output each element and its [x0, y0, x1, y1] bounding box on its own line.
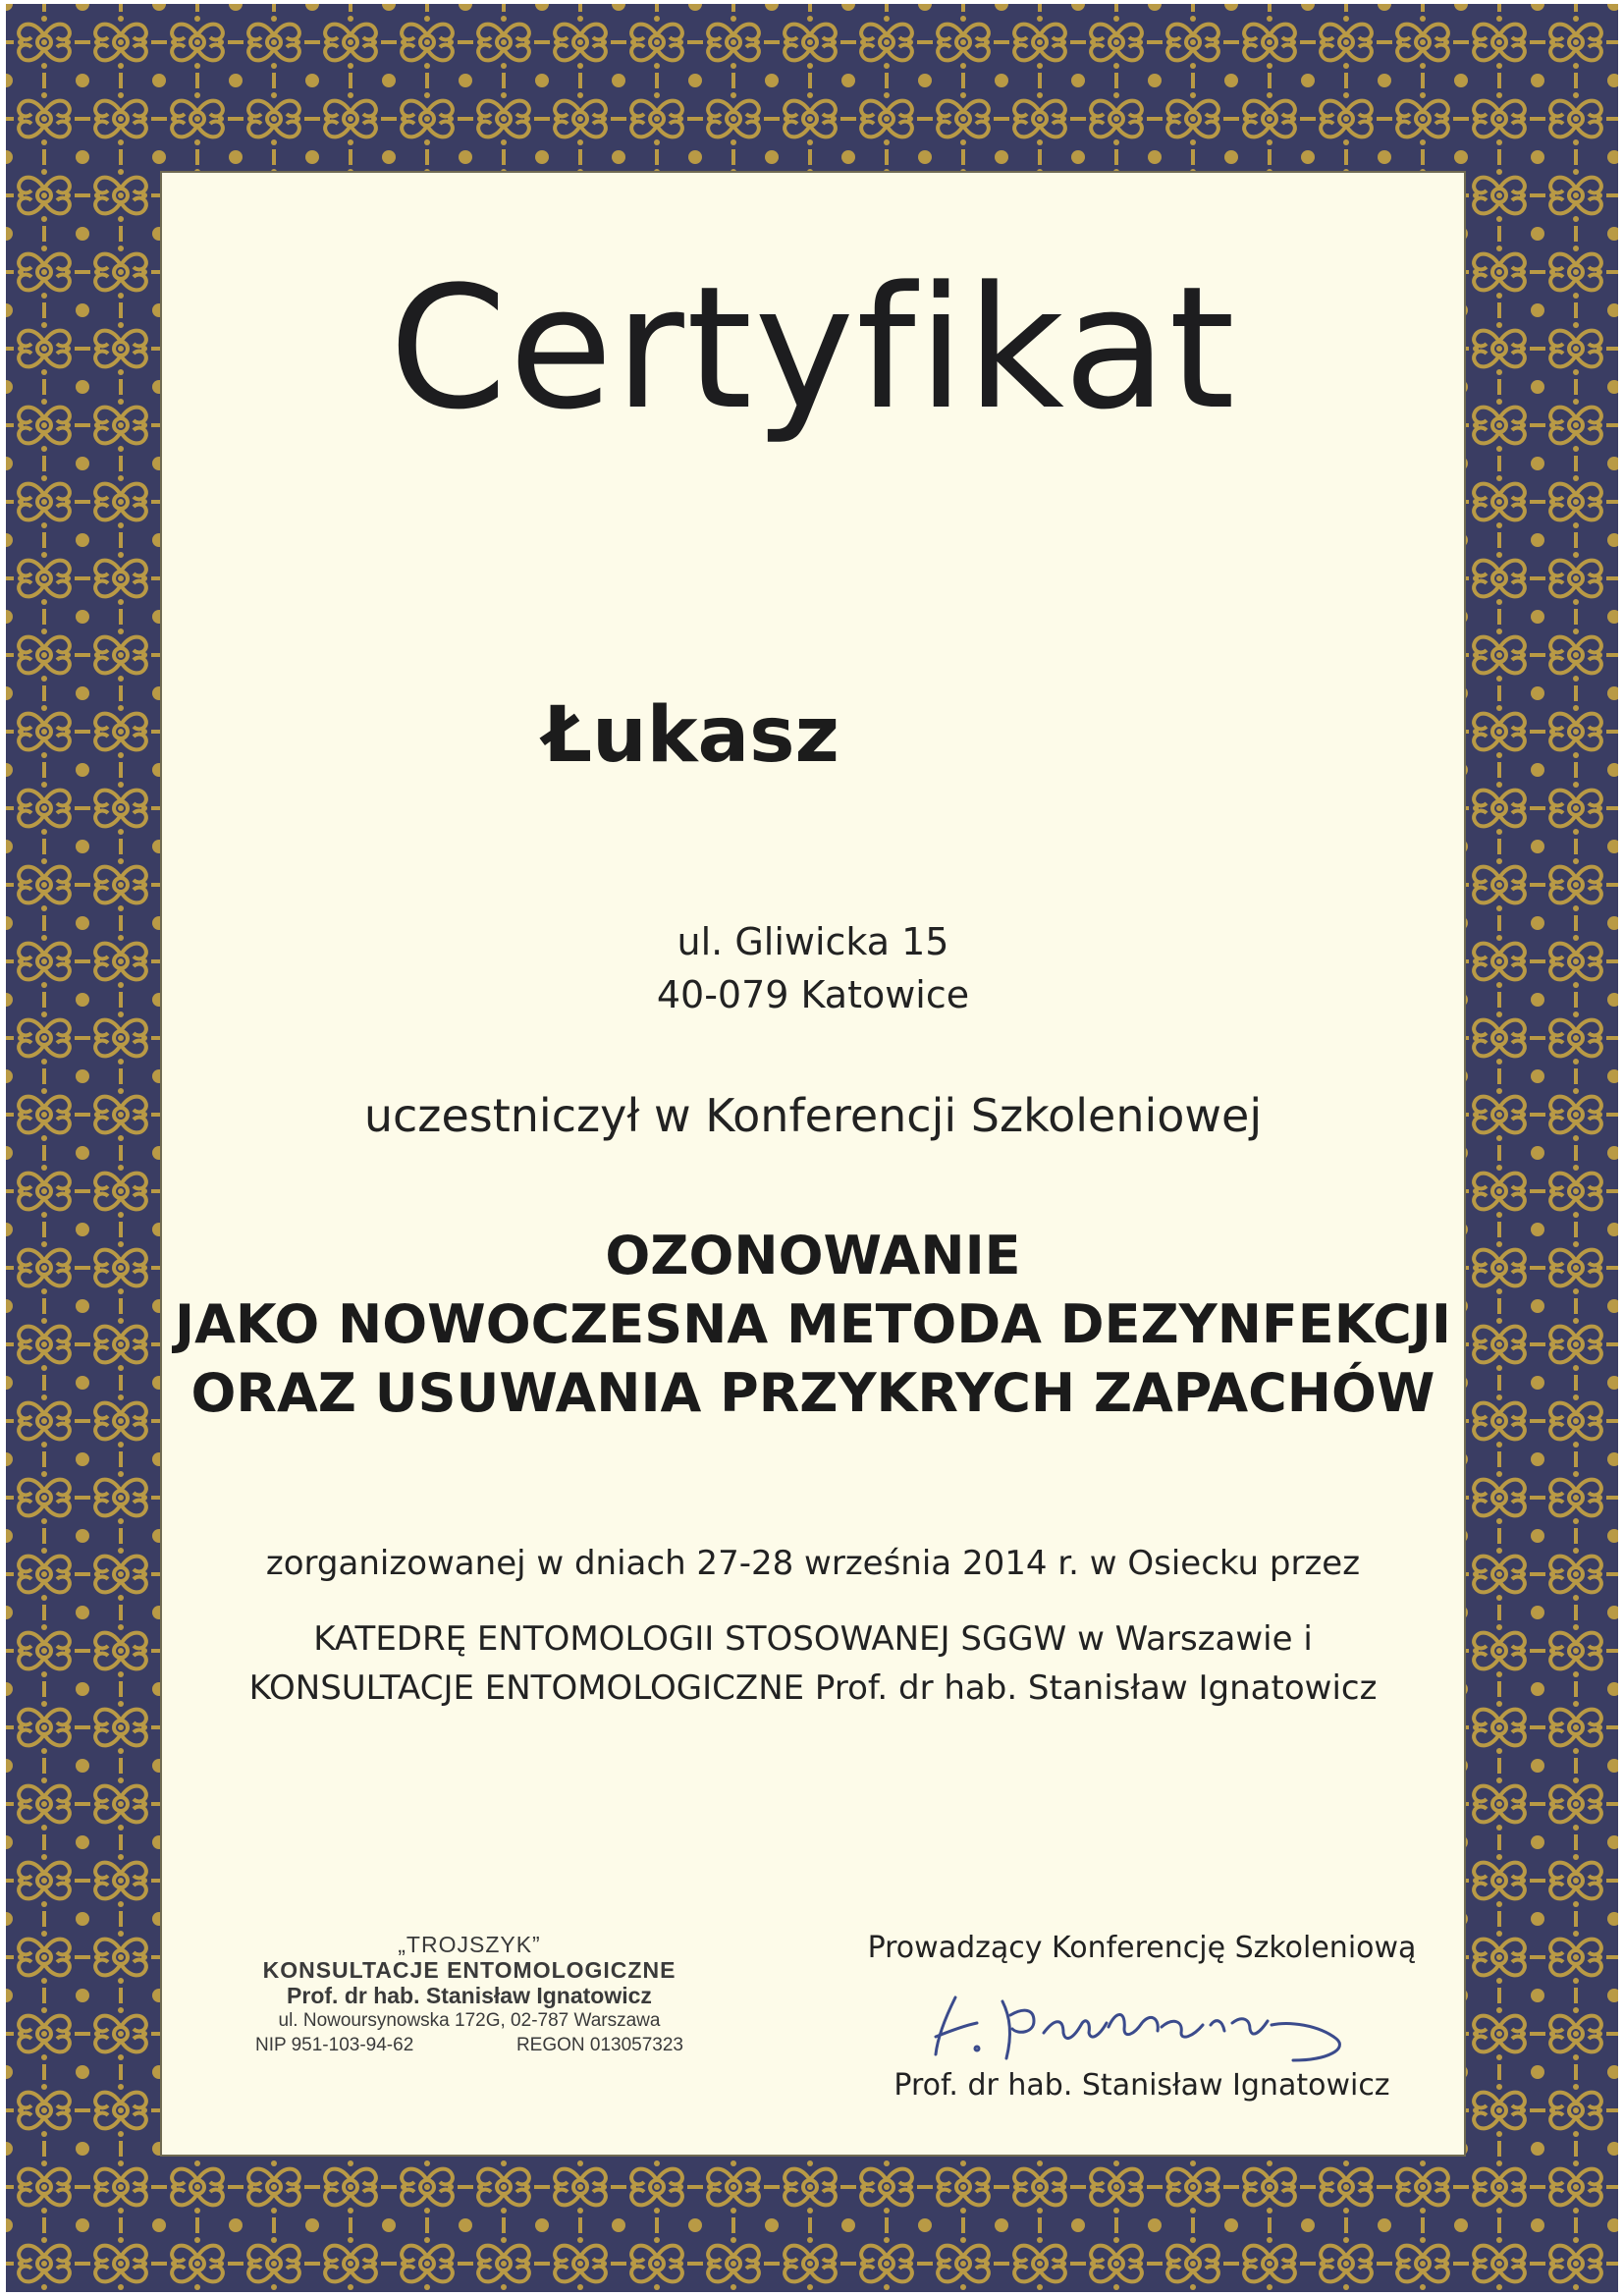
participation-statement: uczestniczył w Konferencji Szkoleniowej	[363, 1089, 1263, 1142]
signature-block	[867, 1929, 1417, 2105]
organizer-line-1: KATEDRĘ ENTOMOLOGII STOSOWANEJ SGGW w Warszawie i	[313, 1619, 1313, 1659]
certificate-paper	[160, 171, 1466, 2157]
stamp-address: ul. Nowoursynowska 172G, 02-787 Warszawa	[278, 2010, 661, 2031]
company-stamp	[244, 1932, 695, 2057]
topic-line-1: OZONOWANIE	[605, 1225, 1021, 1286]
stamp-company-name: „TROJSZYK”	[398, 1932, 541, 1957]
organizers	[160, 1614, 1466, 1713]
signatory-name: Prof. dr hab. Stanisław Ignatowicz	[893, 2068, 1390, 2103]
handwritten-signature	[916, 1978, 1368, 2066]
conference-topic	[160, 1222, 1466, 1428]
stamp-nip: NIP 951-103-94-62	[255, 2035, 414, 2055]
stamp-regon: REGON 013057323	[515, 2035, 683, 2055]
topic-line-2: JAKO NOWOCZESNA METODA DEZYNFEKCJI	[175, 1293, 1451, 1355]
stamp-owner: Prof. dr hab. Stanisław Ignatowicz	[287, 1983, 652, 2008]
stamp-ids	[244, 2033, 695, 2057]
address-street: ul. Gliwicka 15	[677, 920, 949, 963]
stamp-company-type: KONSULTACJE ENTOMOLOGICZNE	[262, 1957, 677, 1983]
signature-label: Prowadzący Konferencję Szkoleniową	[867, 1931, 1417, 1965]
recipient-address	[160, 915, 1466, 1021]
topic-line-3: ORAZ USUWANIA PRZYKRYCH ZAPACHÓW	[190, 1362, 1435, 1424]
organizer-line-2: KONSULTACJE ENTOMOLOGICZNE Prof. dr hab. Stanisław Ignatowicz	[248, 1668, 1378, 1708]
certificate-title: Certyfikat	[389, 249, 1237, 447]
address-city: 40-079 Katowice	[656, 973, 970, 1016]
date-location: zorganizowanej w dniach 27-28 września 2014 r. w Osiecku przez	[265, 1544, 1361, 1583]
recipient-name: Łukasz	[543, 691, 839, 780]
